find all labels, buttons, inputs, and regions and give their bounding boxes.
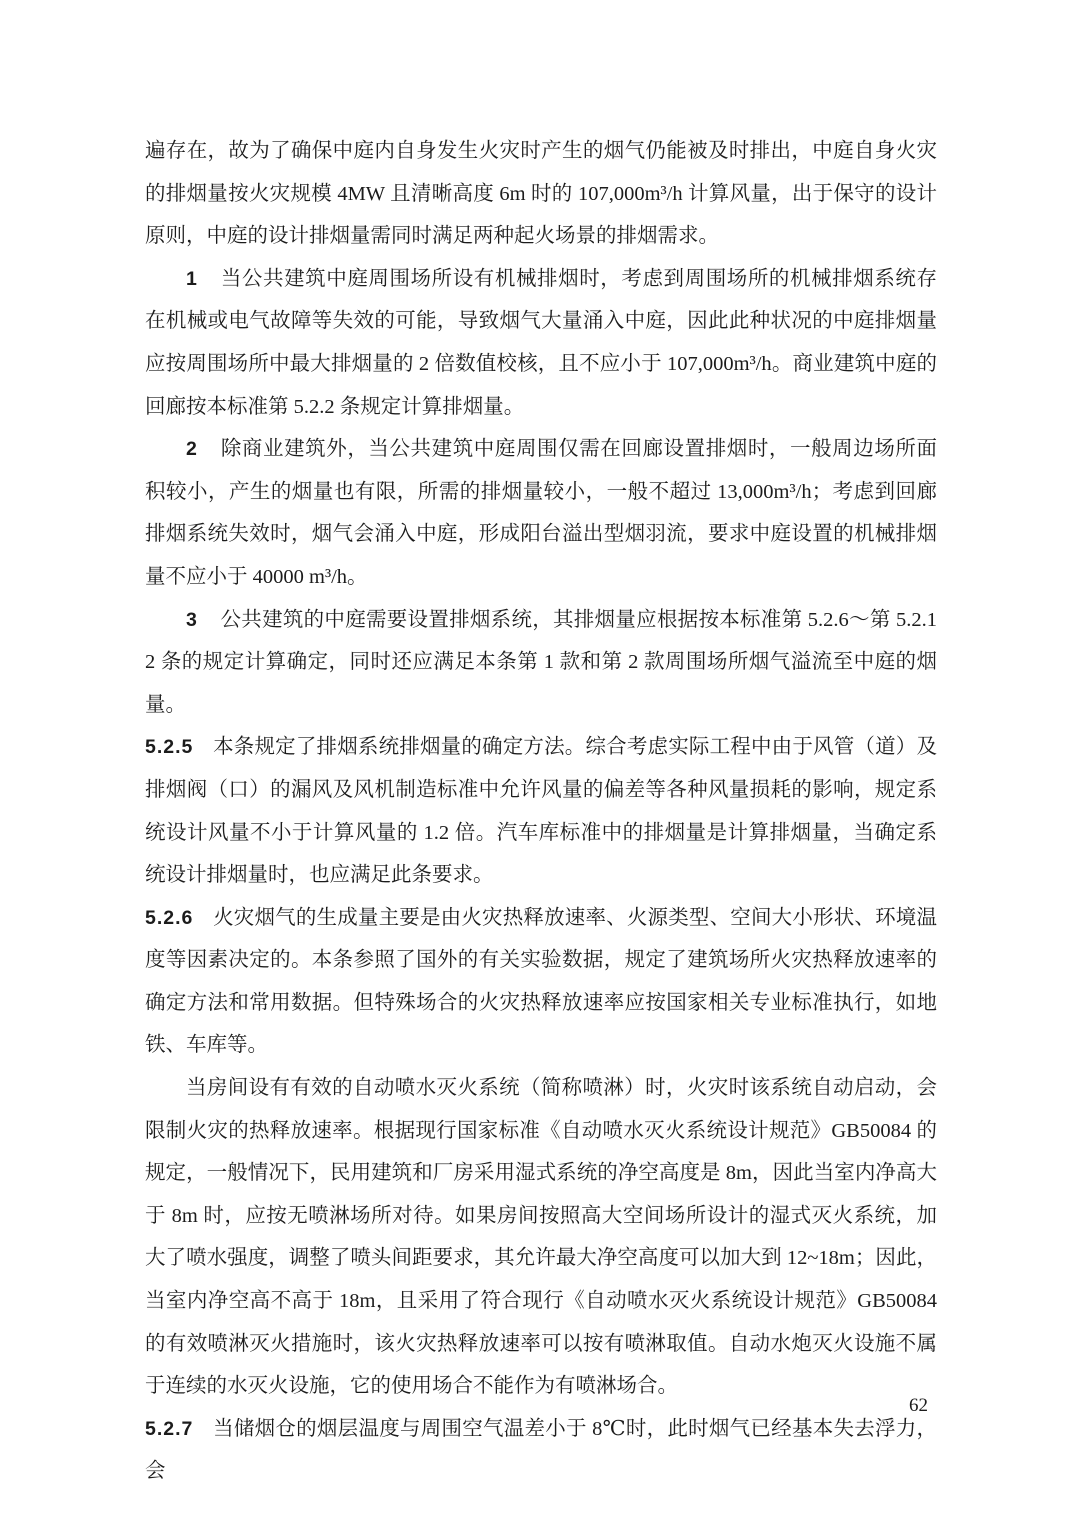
paragraph-continuation — [145, 130, 937, 258]
clause-5-2-5 — [145, 726, 937, 896]
item-number: 2 — [186, 438, 197, 461]
clause-number: 5.2.5 — [145, 736, 194, 759]
clause-number: 5.2.6 — [145, 906, 194, 929]
clause-5-2-6 — [145, 897, 937, 1067]
clause-number: 5.2.7 — [145, 1417, 194, 1440]
paragraph-text: 当房间设有有效的自动喷水灭火系统（简称喷淋）时，火灾时该系统自动启动，会限制火灾的热释放速率。根据现行国家标准《自动喷水灭火系统设计规范》GB50084 的规定，一般情况下，民用建筑和厂房采用湿式系统的净空高度是 8m，因此当室内净高大于 8m 时，应按无喷淋场所对待。如果房间按照高大空间场所设计的湿式灭火系统，加大了喷水强度，调整了喷头间距要求，其允许最大净空高度可以加大到 12~18m；因此，当室内净空高不高于 18m，且采用了符合现行《自动喷水灭火系统设计规范》GB50084 的有效喷淋灭火措施时，该火灾热释放速率可以按有喷淋取值。自动水炮灭火设施不属于连续的水灭火设施，它的使用场合不能作为有喷淋场合。 — [145, 1077, 937, 1398]
paragraph-text: 公共建筑的中庭需要设置排烟系统，其排烟量应根据按本标准第 5.2.6～第 5.2.12 条的规定计算确定，同时还应满足本条第 1 款和第 2 款周围场所烟气溢流至中庭的烟量。 — [145, 608, 937, 716]
paragraph-text: 火灾烟气的生成量主要是由火灾热释放速率、火源类型、空间大小形状、环境温度等因素决定的。本条参照了国外的有关实验数据，规定了建筑场所火灾热释放速率的确定方法和常用数据。但特殊场合的火灾热释放速率应按国家相关专业标准执行，如地铁、车库等。 — [145, 906, 937, 1057]
paragraph-text: 遍存在，故为了确保中庭内自身发生火灾时产生的烟气仍能被及时排出，中庭自身火灾的排烟量按火灾规模 4MW 且清晰高度 6m 时的 107,000m³/h 计算风量，出于保守的设计原则，中庭的设计排烟量需同时满足两种起火场景的排烟需求。 — [145, 140, 937, 248]
document-body — [145, 130, 937, 1493]
paragraph-sprinkler-note — [145, 1067, 937, 1408]
item-number: 1 — [186, 267, 197, 290]
paragraph-text: 除商业建筑外，当公共建筑中庭周围仅需在回廊设置排烟时，一般周边场所面积较小，产生的烟量也有限，所需的排烟量较小，一般不超过 13,000m³/h；考虑到回廊排烟系统失效时，烟气会涌入中庭，形成阳台溢出型烟羽流，要求中庭设置的机械排烟量不应小于 40000 m³/h。 — [145, 438, 937, 588]
item-number: 3 — [186, 608, 197, 631]
paragraph-text: 当公共建筑中庭周围场所设有机械排烟时，考虑到周围场所的机械排烟系统存在机械或电气故障等失效的可能，导致烟气大量涌入中庭，因此此种状况的中庭排烟量应按周围场所中最大排烟量的 2 倍数值校核，且不应小于 107,000m³/h。商业建筑中庭的回廊按本标准第 5.2.2 条规定计算排烟量。 — [145, 267, 937, 418]
list-item-1 — [145, 258, 937, 428]
list-item-2 — [145, 428, 937, 598]
clause-5-2-7 — [145, 1408, 937, 1493]
list-item-3 — [145, 599, 937, 727]
paragraph-text: 当储烟仓的烟层温度与周围空气温差小于 8℃时，此时烟气已经基本失去浮力，会 — [145, 1417, 937, 1483]
paragraph-text: 本条规定了排烟系统排烟量的确定方法。综合考虑实际工程中由于风管（道）及排烟阀（口）的漏风及风机制造标准中允许风量的偏差等各种风量损耗的影响，规定系统设计风量不小于计算风量的 1.2 倍。汽车库标准中的排烟量是计算排烟量，当确定系统设计排烟量时，也应满足此条要求。 — [145, 736, 937, 887]
page-number: 62 — [909, 1395, 928, 1416]
